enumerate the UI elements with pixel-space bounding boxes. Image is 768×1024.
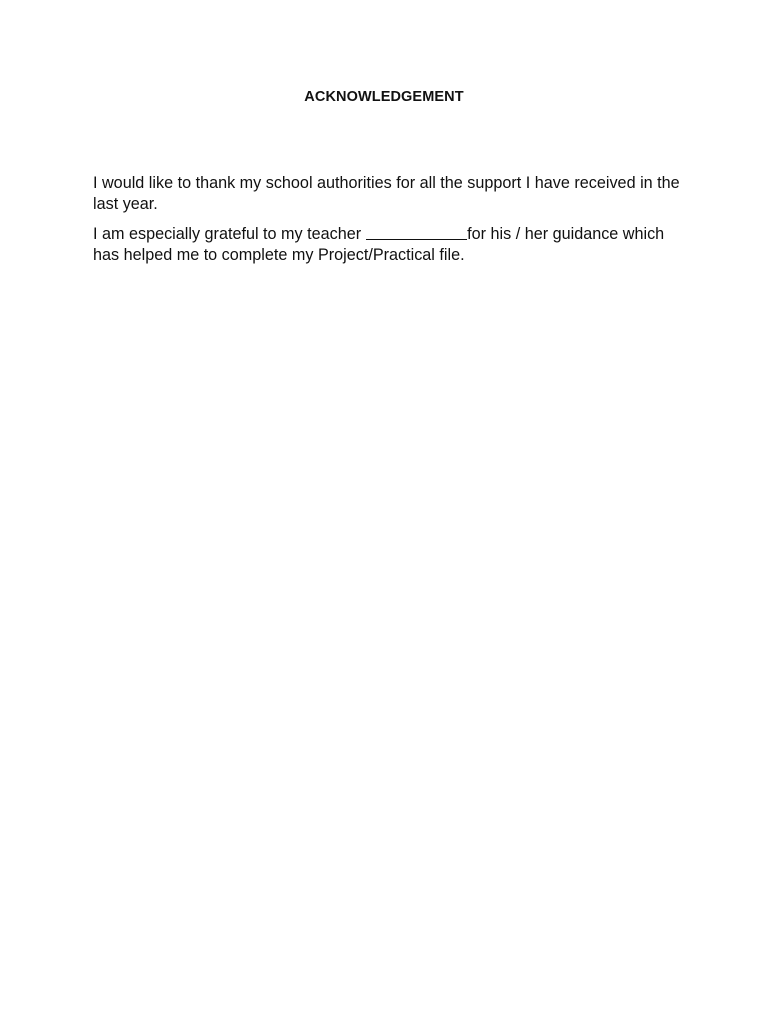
teacher-name-blank bbox=[366, 224, 467, 240]
page-title: ACKNOWLEDGEMENT bbox=[304, 89, 464, 105]
paragraph-gratitude-start: I am especially grateful to my teacher bbox=[93, 225, 362, 243]
paragraph-thanks: I would like to thank my school authorities for all the support I have received in the last year. bbox=[93, 174, 680, 213]
paragraph-gratitude bbox=[93, 224, 683, 266]
paragraph-gratitude-end: for his / her guidance which has helped me to complete my Project/Practical file. bbox=[93, 225, 665, 264]
